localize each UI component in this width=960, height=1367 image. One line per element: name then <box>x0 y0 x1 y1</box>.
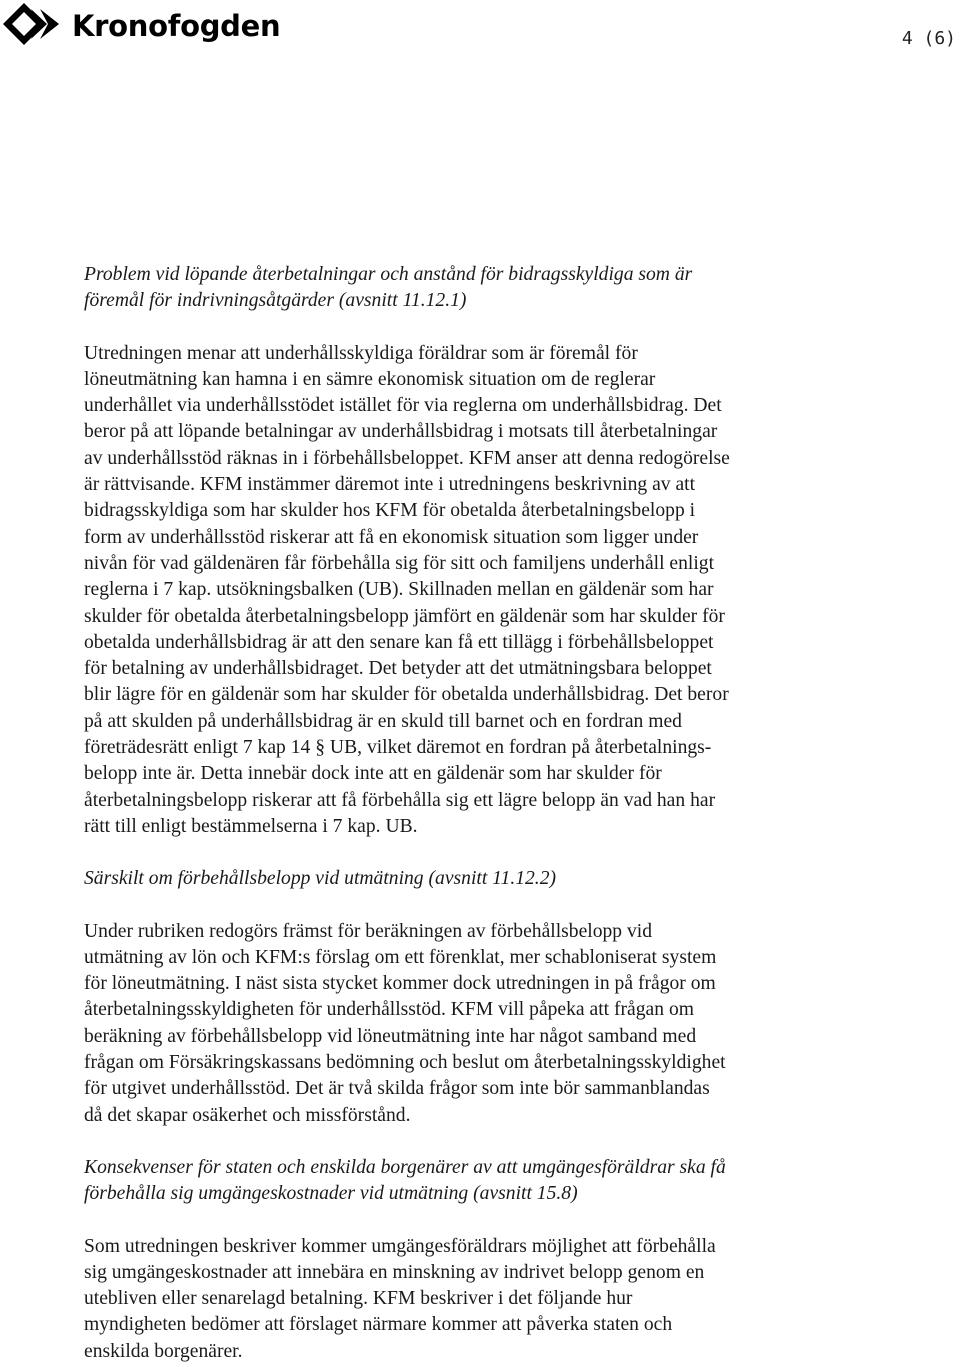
kronofogden-logo-icon <box>2 2 60 46</box>
heading-line: förbehålla sig umgängeskostnader vid utmätning (avsnitt 15.8) <box>84 1183 578 1205</box>
paragraph-line: återbetalningsskyldigheten för underhållsstöd. KFM vill påpeka att frågan om <box>84 999 694 1021</box>
section-paragraph <box>84 341 944 841</box>
paragraph-line: Utredningen menar att underhållsskyldiga föräldrar som är föremål för <box>84 342 638 364</box>
paragraph-line: på att skulden på underhållsbidrag är en skuld till barnet och en fordran med <box>84 710 682 732</box>
section-loepande-aterbetalningar <box>84 262 944 840</box>
heading-line: Konsekvenser för staten och enskilda borgenärer av att umgängesföräldrar ska få <box>84 1156 726 1178</box>
paragraph-line: form av underhållsstöd riskerar att få en ekonomisk situation som ligger under <box>84 526 699 548</box>
section-paragraph <box>84 1234 944 1365</box>
paragraph-line: beror på att löpande betalningar av underhållsbidrag i motsats till återbetalningar <box>84 421 718 443</box>
paragraph-line: företrädesrätt enligt 7 kap 14 § UB, vilket däremot en fordran på återbetalnings- <box>84 737 712 759</box>
section-konsekvenser <box>84 1155 944 1365</box>
document-body <box>84 262 944 1365</box>
paragraph-line: utmätning av lön och KFM:s förslag om ett förenklat, mer schabloniserat system <box>84 946 717 968</box>
section-forbehallsbelopp <box>84 866 944 1129</box>
paragraph-line: beräkning av förbehållsbelopp vid löneutmätning inte har något samband med <box>84 1025 697 1047</box>
page-number: 4 (6) <box>901 28 956 49</box>
paragraph-line: reglerna i 7 kap. utsökningsbalken (UB). Skillnaden mellan en gäldenär som har <box>84 579 714 601</box>
paragraph-line: då det skapar osäkerhet och missförstånd. <box>84 1104 411 1126</box>
paragraph-line: obetalda underhållsbidrag är att den senare kan få ett tillägg i förbehållsbeloppet <box>84 631 714 653</box>
paragraph-line: blir lägre för en gäldenär som har skulder för obetalda underhållsbidrag. Det beror <box>84 684 729 706</box>
section-heading <box>84 866 944 892</box>
paragraph-line: myndigheten bedömer att förslaget närmare kommer att påverka staten och <box>84 1314 673 1336</box>
paragraph-line: belopp inte är. Detta innebär dock inte att en gäldenär som har skulder för <box>84 763 662 785</box>
paragraph-line: rätt till enligt bestämmelserna i 7 kap. UB. <box>84 815 418 837</box>
paragraph-line: Under rubriken redogörs främst för beräkningen av förbehållsbelopp vid <box>84 920 653 942</box>
paragraph-line: frågan om Försäkringskassans bedömning och beslut om återbetalningsskyldighet <box>84 1052 726 1074</box>
paragraph-line: återbetalningsbelopp riskerar att få förbehålla sig ett lägre belopp än vad han har <box>84 789 716 811</box>
paragraph-line: enskilda borgenärer. <box>84 1340 243 1362</box>
paragraph-line: sig umgängeskostnader att innebära en minskning av indrivet belopp genom en <box>84 1261 705 1283</box>
paragraph-line: Som utredningen beskriver kommer umgängesföräldrars möjlighet att förbehålla <box>84 1235 716 1257</box>
paragraph-line: utebliven eller senarelagd betalning. KFM beskriver i det följande hur <box>84 1288 633 1310</box>
section-heading <box>84 262 944 315</box>
page-header <box>0 0 960 80</box>
paragraph-line: löneutmätning kan hamna i en sämre ekonomisk situation om de reglerar <box>84 368 656 390</box>
paragraph-line: nivån för vad gäldenären får förbehålla sig för sitt och familjens underhåll enligt <box>84 552 715 574</box>
paragraph-line: för betalning av underhållsbidraget. Det betyder att det utmätningsbara beloppet <box>84 658 712 680</box>
paragraph-line: underhållet via underhållsstödet istället för via reglerna om underhållsbidrag. Det <box>84 395 722 417</box>
heading-line: Särskilt om förbehållsbelopp vid utmätning (avsnitt 11.12.2) <box>84 868 557 890</box>
paragraph-line: bidragsskyldiga som har skulder hos KFM för obetalda återbetalningsbelopp i <box>84 500 696 522</box>
paragraph-line: av underhållsstöd räknas in i förbehållsbeloppet. KFM anser att denna redogörelse <box>84 447 730 469</box>
paragraph-line: för löneutmätning. I näst sista stycket kommer dock utredningen in på frågor om <box>84 973 716 995</box>
heading-line: Problem vid löpande återbetalningar och anstånd för bidragsskyldiga som är <box>84 264 693 285</box>
logo-wordmark: Kronofogden <box>72 9 281 43</box>
section-heading <box>84 1155 944 1208</box>
paragraph-line: för utgivet underhållsstöd. Det är två skilda frågor som inte bör sammanblandas <box>84 1078 710 1100</box>
paragraph-line: skulder för obetalda återbetalningsbelopp jämfört en gäldenär som har skulder för <box>84 605 725 627</box>
paragraph-line: är rättvisande. KFM instämmer däremot inte i utredningens beskrivning av att <box>84 474 696 496</box>
heading-line: föremål för indrivningsåtgärder (avsnitt 11.12.1) <box>84 290 467 312</box>
section-paragraph <box>84 919 944 1129</box>
